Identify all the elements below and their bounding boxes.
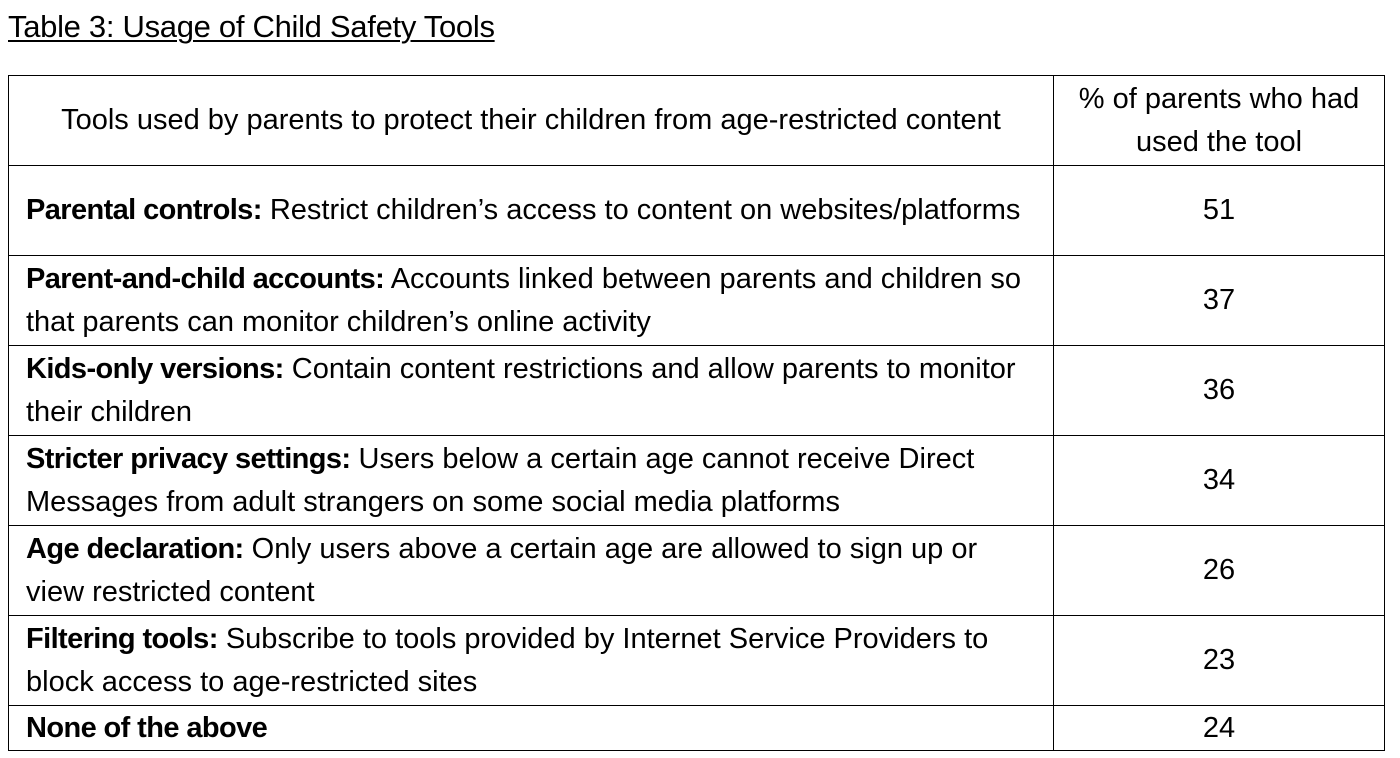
tool-cell <box>9 616 1054 706</box>
header-percent: % of parents who had used the tool <box>1054 76 1385 166</box>
percent-value: 36 <box>1054 346 1385 436</box>
tool-name: Stricter privacy settings: <box>26 442 351 475</box>
tool-name: Kids-only versions: <box>26 352 284 385</box>
header-tool: Tools used by parents to protect their children from age-restricted content <box>9 76 1054 166</box>
percent-value: 24 <box>1054 706 1385 751</box>
percent-value: 26 <box>1054 526 1385 616</box>
tool-description: Subscribe to tools provided by Internet Service Providers to block access to age-restricted sites <box>26 622 989 698</box>
tool-name: Parental controls: <box>26 194 262 226</box>
tool-description: Restrict children’s access to content on websites/platforms <box>261 194 1021 226</box>
tool-description: Accounts linked between parents and children so that parents can monitor children’s online activity <box>26 262 1022 338</box>
table-row <box>9 346 1385 436</box>
tool-name: None of the above <box>26 711 268 744</box>
tool-cell <box>9 166 1054 256</box>
tool-description: Users below a certain age cannot receive Direct Messages from adult strangers on some social media platforms <box>26 442 975 518</box>
tool-description: Contain content restrictions and allow parents to monitor their children <box>26 352 1016 428</box>
table-header-row <box>9 76 1385 166</box>
percent-value: 37 <box>1054 256 1385 346</box>
table-title: Table 3: Usage of Child Safety Tools <box>8 9 495 44</box>
tool-description: Only users above a certain age are allowed to sign up or view restricted content <box>26 532 978 608</box>
table-row <box>9 256 1385 346</box>
tool-cell <box>9 526 1054 616</box>
tool-cell <box>9 346 1054 436</box>
tool-name: Age declaration: <box>26 532 244 565</box>
percent-value: 51 <box>1054 166 1385 256</box>
tool-cell <box>9 256 1054 346</box>
child-safety-tools-table <box>8 75 1385 751</box>
table-row <box>9 166 1385 256</box>
tool-name: Filtering tools: <box>26 622 218 655</box>
table-row <box>9 616 1385 706</box>
percent-value: 23 <box>1054 616 1385 706</box>
table-row <box>9 436 1385 526</box>
tool-cell <box>9 436 1054 526</box>
percent-value: 34 <box>1054 436 1385 526</box>
tool-name: Parent-and-child accounts: <box>26 262 385 295</box>
table-row <box>9 526 1385 616</box>
table-row <box>9 706 1385 751</box>
tool-cell <box>9 706 1054 751</box>
